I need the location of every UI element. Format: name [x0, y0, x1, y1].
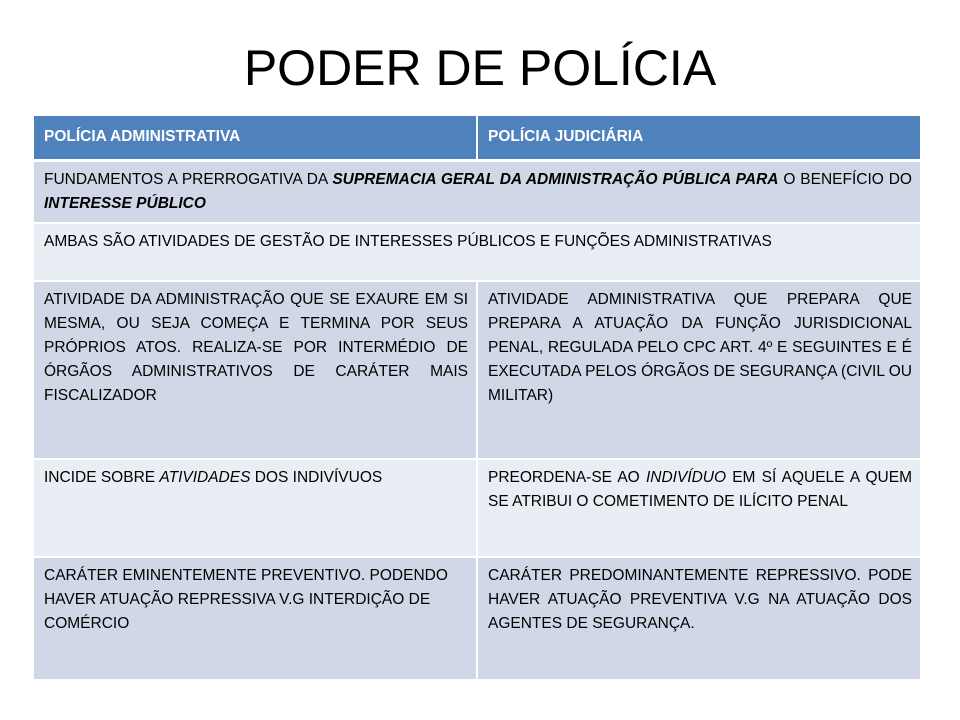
fundamentos-emphasis-interesse: INTERESSE PÚBLICO	[44, 194, 206, 212]
incide-emphasis-atividades: ATIVIDADES	[159, 468, 251, 486]
fundamentos-text-2: O BENEFÍCIO DO	[778, 170, 912, 188]
slide-title: PODER DE POLÍCIA	[243, 40, 717, 96]
cell-atividade-judiciaria: ATIVIDADE ADMINISTRATIVA QUE PREPARA QUE PREPARA A ATUAÇÃO DA FUNÇÃO JURISDICIONAL PENAL, REGULADA PELO CPC ART. 4º E SEGUINTES E É EXECUTADA PELOS ÓRGÃOS DE SEGURANÇA (CIVIL OU MILITAR)	[477, 281, 920, 459]
cell-ambas	[34, 223, 920, 281]
preordena-text-2: EM SÍ AQUELE A QUEM SE ATRIBUI O COMETIMENTO DE ILÍCITO PENAL	[488, 468, 912, 510]
table-row-carater	[34, 557, 920, 679]
table-header-row	[34, 116, 920, 160]
table-row-ambas	[34, 223, 920, 281]
cell-carater-administrativa: CARÁTER EMINENTEMENTE PREVENTIVO. PODENDO HAVER ATUAÇÃO REPRESSIVA V.G INTERDIÇÃO DE COMÉRCIO	[34, 557, 477, 679]
cell-carater-judiciaria: CARÁTER PREDOMINANTEMENTE REPRESSIVO. PODE HAVER ATUAÇÃO PREVENTIVA V.G NA ATUAÇÃO DOS AGENTES DE SEGURANÇA.	[477, 557, 920, 679]
ambas-text: AMBAS SÃO ATIVIDADES DE GESTÃO DE INTERESSES PÚBLICOS E FUNÇÕES ADMINISTRATIVAS	[44, 232, 772, 250]
cell-fundamentos	[34, 160, 920, 223]
table-row-atividade	[34, 281, 920, 459]
fundamentos-text-1: FUNDAMENTOS A PRERROGATIVA DA	[44, 170, 333, 188]
header-policia-administrativa: POLÍCIA ADMINISTRATIVA	[34, 116, 477, 160]
cell-incide-judiciaria	[477, 459, 920, 557]
table-row-incide	[34, 459, 920, 557]
preordena-text-1: PREORDENA-SE AO	[488, 468, 646, 486]
table-row-fundamentos	[34, 160, 920, 223]
incide-text-2: DOS INDIVÍVUOS	[250, 468, 383, 486]
preordena-emphasis-individuo: INDIVÍDUO	[645, 468, 727, 486]
comparison-table	[34, 116, 920, 679]
header-policia-judiciaria: POLÍCIA JUDICIÁRIA	[477, 116, 920, 160]
cell-atividade-administrativa: ATIVIDADE DA ADMINISTRAÇÃO QUE SE EXAURE EM SI MESMA, OU SEJA COMEÇA E TERMINA POR SEUS PRÓPRIOS ATOS. REALIZA-SE POR INTERMÉDIO DE ÓRGÃOS ADMINISTRATIVOS DE CARÁTER MAIS FISCALIZADOR	[34, 281, 477, 459]
cell-incide-administrativa	[34, 459, 477, 557]
incide-text-1: INCIDE SOBRE	[44, 468, 160, 486]
fundamentos-emphasis-supremacia: SUPREMACIA GERAL DA ADMINISTRAÇÃO PÚBLICA PARA	[332, 170, 779, 188]
